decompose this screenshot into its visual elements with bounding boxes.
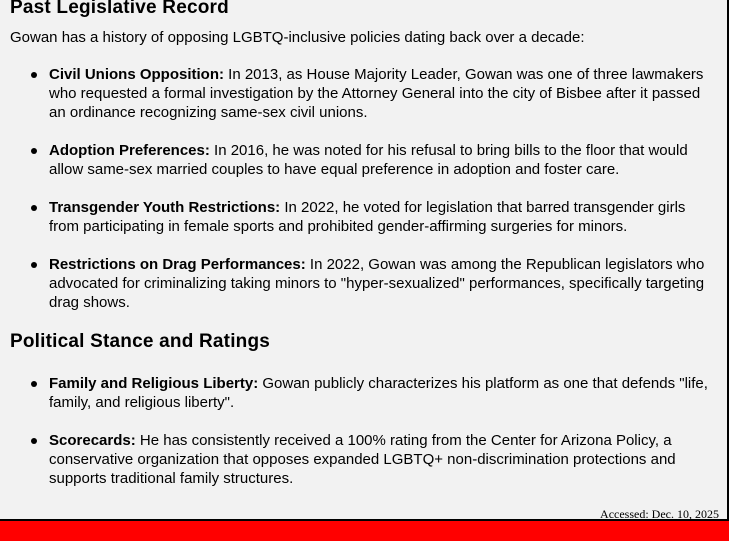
list-item <box>31 198 711 236</box>
bullet-icon <box>31 148 37 154</box>
item-title: Civil Unions Opposition: <box>49 66 224 83</box>
section-heading-political-stance: Political Stance and Ratings <box>10 331 271 352</box>
political-stance-list <box>31 374 711 488</box>
item-text: In 2013, as House Majority Leader, Gowan was one of three lawmakers who requested a formal investigation by the Attorney General into the city of Bisbee after it passed an ordinance recognizing same-sex civil unions. <box>49 66 704 121</box>
bullet-icon <box>31 438 37 444</box>
section-intro: Gowan has a history of opposing LGBTQ-inclusive policies dating back over a decade: <box>10 29 585 46</box>
item-title: Family and Religious Liberty: <box>49 375 259 392</box>
section-heading-past-record: Past Legislative Record <box>10 0 229 18</box>
item-text: In 2022, he voted for legislation that barred transgender girls from participating in female sports and prohibited gender-affirming surgeries for minors. <box>49 199 686 235</box>
list-item <box>31 255 711 312</box>
past-record-list <box>31 65 711 312</box>
bullet-icon <box>31 72 37 78</box>
item-title: Restrictions on Drag Performances: <box>49 256 306 273</box>
list-item <box>31 374 711 412</box>
item-title: Scorecards: <box>49 432 136 449</box>
footer-bar <box>0 521 729 541</box>
bullet-icon <box>31 205 37 211</box>
bullet-icon <box>31 262 37 268</box>
bullet-icon <box>31 381 37 387</box>
item-text: In 2022, Gowan was among the Republican legislators who advocated for criminalizing taking minors to "hyper-sexualized" performances, specifically targeting drag shows. <box>49 256 705 311</box>
item-text: In 2016, he was noted for his refusal to bring bills to the floor that would allow same-sex married couples to have equal preference in adoption and foster care. <box>49 142 688 178</box>
list-item <box>31 431 711 488</box>
accessed-date: Accessed: Dec. 10, 2025 <box>600 507 719 521</box>
list-item <box>31 141 711 179</box>
item-text: He has consistently received a 100% rating from the Center for Arizona Policy, a conservative organization that opposes expanded LGBTQ+ non-discrimination protections and supports traditional family structures. <box>49 432 676 487</box>
item-title: Adoption Preferences: <box>49 142 210 159</box>
item-text: Gowan publicly characterizes his platform as one that defends "life, family, and religious liberty". <box>49 375 708 411</box>
item-title: Transgender Youth Restrictions: <box>49 199 281 216</box>
list-item <box>31 65 711 122</box>
